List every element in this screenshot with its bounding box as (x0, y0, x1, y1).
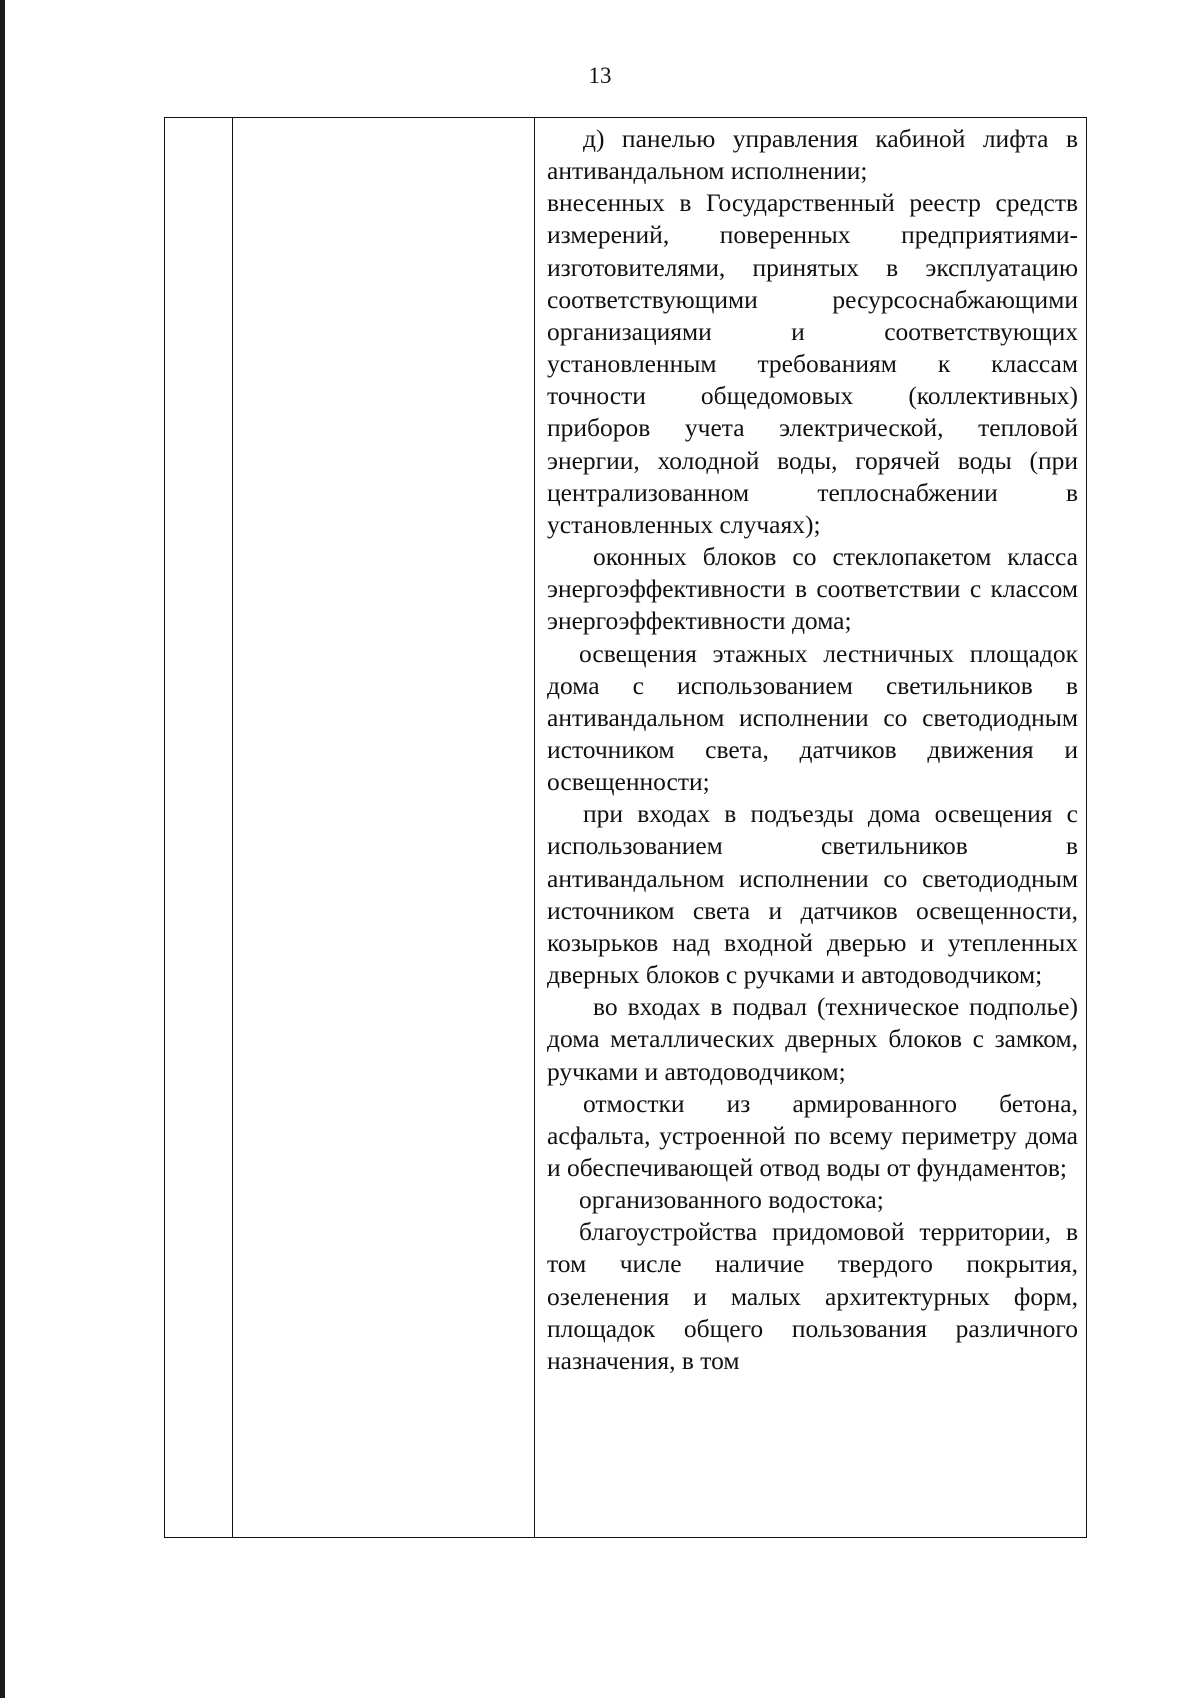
paragraph-entrance-lighting: при входах в подъезды дома освещения с использованием светильников в антивандальном исполнении со светодиодным источником света и датчиков освещенности, козырьков над входной дверью и утепленных дверных блоков с ручками и автодоводчиком; (547, 799, 1078, 990)
paragraph-metering-devices: внесенных в Государственный реестр средств измерений, поверенных предприятиями-изготовителями, принятых в эксплуатацию соответствующими ресурсоснабжающими организациями и соответствующих установленным требованиям к классам точности общедомовых (коллективных) приборов учета электрической, тепловой энергии, холодной воды, горячей воды (при централизованном теплоснабжении в установленных случаях); (547, 188, 1078, 539)
paragraph-basement-doors: во входах в подвал (техническое подполье) дома металлических дверных блоков с замком, ручками и автодоводчиком; (547, 992, 1078, 1086)
paragraph-drainage: организованного водостока; (579, 1185, 884, 1215)
page-number: 13 (588, 63, 612, 88)
paragraph-stair-lighting: освещения этажных лестничных площадок дома с использованием светильников в антивандальном исполнении со светодиодным источником света, датчиков движения и освещенности; (547, 638, 1078, 797)
scan-edge (0, 0, 5, 1698)
table-column-requirements (535, 118, 1086, 1537)
paragraph-landscaping: благоустройства придомовой территории, в том числе наличие твердого покрытия, озеленения и малых архитектурных форм, площадок общего пользования различного назначения, в том (547, 1217, 1078, 1375)
paragraph-blind-area: отмостки из армированного бетона, асфальта, устроенной по всему периметру дома и обеспечивающей отвод воды от фундаментов; (547, 1088, 1078, 1182)
paragraph-window-blocks: оконных блоков со стеклопакетом класса энергоэффективности в соответствии с классом энергоэффективности дома; (547, 542, 1078, 636)
paragraph-lift-panel: д) панелью управления кабиной лифта в антивандальном исполнении; (547, 124, 1078, 186)
table-column-title (233, 118, 535, 1537)
table-column-number (165, 118, 233, 1537)
requirements-table (164, 117, 1087, 1538)
